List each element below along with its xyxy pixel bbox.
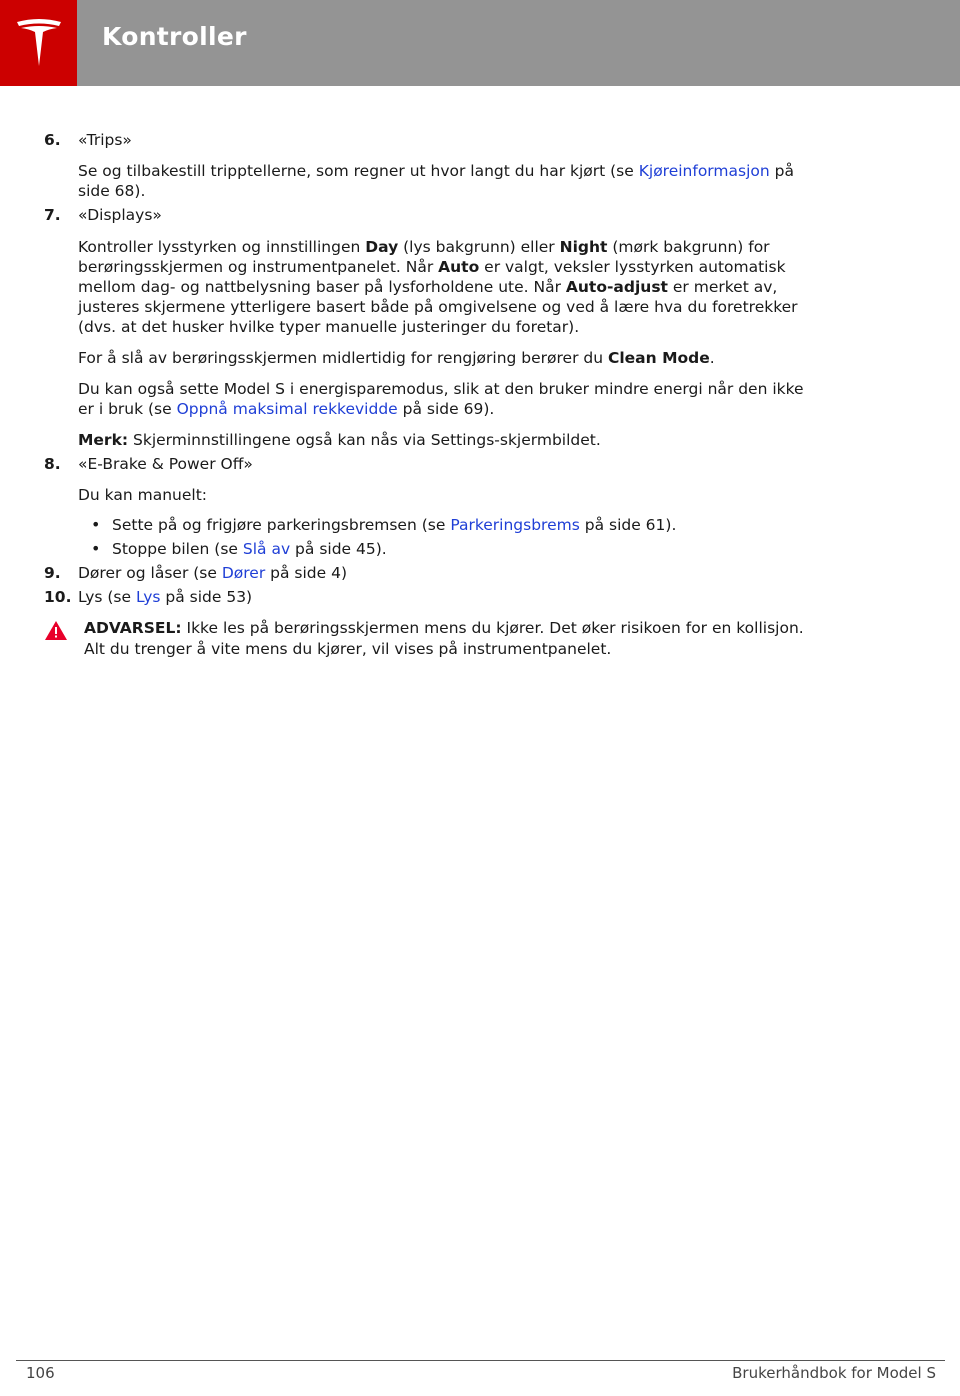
item-7-number: 7.	[44, 206, 61, 224]
footer-divider	[16, 1360, 945, 1361]
manual-name: Brukerhåndbok for Model S	[732, 1364, 936, 1382]
link-oppna-maksimal-rekkevidde[interactable]: Oppnå maksimal rekkevidde	[176, 400, 398, 418]
clean-mode-label: Clean Mode	[607, 349, 710, 367]
section-title: Kontroller	[102, 22, 247, 51]
item-6-description-line2: side 68).	[78, 182, 146, 200]
warning-text: ADVARSEL: Ikke les på berøringsskjermen mens du kjører. Det øker risikoen for en kollisjon. Alt du trenger å vite mens du kjører, vil vises på instrumentpanelet.	[84, 619, 804, 658]
item-7-para2: For å slå av berøringsskjermen midlertidig for rengjøring berører du Clean Mode.	[78, 349, 715, 367]
tesla-logo-icon	[13, 16, 65, 70]
item-7-note: Merk: Skjerminnstillingene også kan nås via Settings-skjermbildet.	[78, 431, 601, 449]
item-8-number: 8.	[44, 455, 61, 473]
item-9-number: 9.	[44, 564, 61, 582]
day-label: Day	[365, 238, 399, 256]
item-7-para1-line3: mellom dag- og nattbelysning baser på lysforholdene ute. Når Auto-adjust er merket av,	[78, 278, 778, 296]
item-7-para1-line4: justeres skjermene ytterligere basert både på omgivelsene og ved å lære hva du foretrekker	[78, 298, 798, 316]
warning-triangle-icon	[44, 620, 68, 641]
item-7-para1-line5: (dvs. at det husker hvilke typer manuelle justeringer du foretar).	[78, 318, 580, 336]
night-label: Night	[559, 238, 608, 256]
item-10-text: Lys (se Lys på side 53)	[78, 588, 253, 606]
item-7-para1-line1: Kontroller lysstyrken og innstillingen Day (lys bakgrunn) eller Night (mørk bakgrunn) for	[78, 238, 770, 256]
item-8-bullet-2: Stoppe bilen (se Slå av på side 45).	[112, 540, 387, 558]
link-dorer[interactable]: Dører	[221, 564, 266, 582]
item-7-para3-line1: Du kan også sette Model S i energisparemodus, slik at den bruker mindre energi når den ikke	[78, 380, 804, 398]
item-8-bullet-1: Sette på og frigjøre parkeringsbremsen (se Parkeringsbrems på side 61).	[112, 516, 677, 534]
note-label: Merk:	[78, 431, 129, 449]
auto-adjust-label: Auto-adjust	[565, 278, 668, 296]
item-7-title: «Displays»	[78, 206, 162, 224]
item-7-para1-line2: berøringsskjermen og instrumentpanelet. Når Auto er valgt, veksler lysstyrken automatisk	[78, 258, 786, 276]
auto-label: Auto	[438, 258, 480, 276]
item-10-number: 10.	[44, 588, 72, 606]
bullet-icon: •	[91, 515, 101, 534]
item-6-number: 6.	[44, 131, 61, 149]
item-6-description: Se og tilbakestill tripptellerne, som regner ut hvor langt du har kjørt (se Kjøreinformasjon på	[78, 162, 794, 180]
page-number: 106	[26, 1364, 55, 1382]
link-parkeringsbrems[interactable]: Parkeringsbrems	[450, 516, 580, 534]
item-7-para3-line2: er i bruk (se Oppnå maksimal rekkevidde på side 69).	[78, 400, 495, 418]
link-sla-av[interactable]: Slå av	[242, 540, 291, 558]
warning-label: ADVARSEL:	[84, 619, 182, 637]
item-8-title: «E-Brake & Power Off»	[78, 455, 253, 473]
bullet-icon: •	[91, 539, 101, 558]
item-9-text: Dører og låser (se Dører på side 4)	[78, 564, 347, 582]
link-kjoreinformasjon[interactable]: Kjøreinformasjon	[638, 162, 770, 180]
link-lys[interactable]: Lys	[135, 588, 161, 606]
item-6-title: «Trips»	[78, 131, 132, 149]
item-8-intro: Du kan manuelt:	[78, 486, 208, 504]
brand-logo-box	[0, 0, 77, 86]
